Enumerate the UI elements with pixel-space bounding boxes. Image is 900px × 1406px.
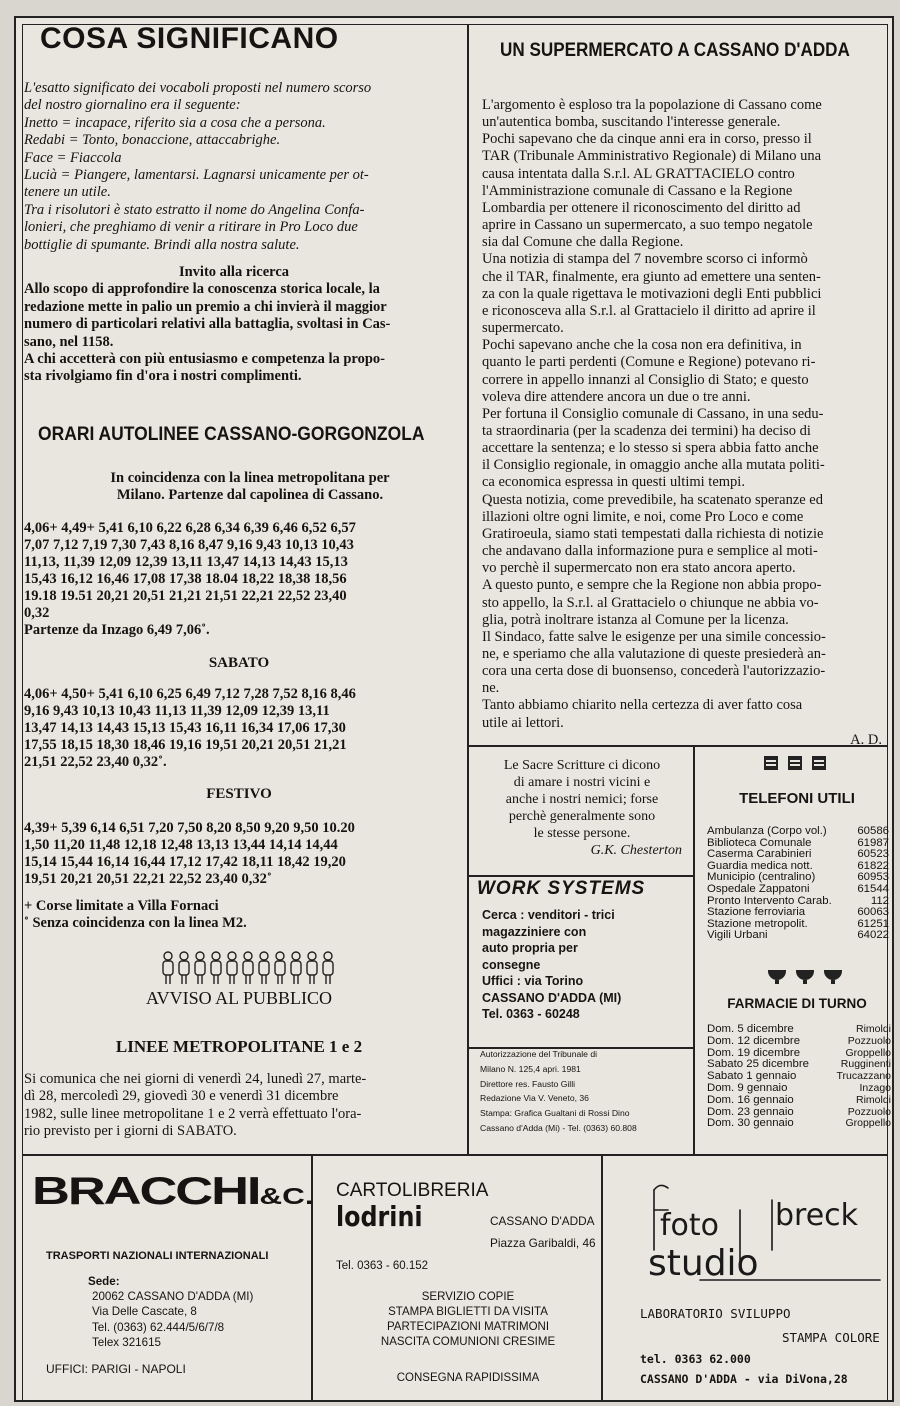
text-line: ta straordinaria (per la scadenza dei termini) ha deciso di [482, 422, 811, 439]
text-line: Questa notizia, come prevedibile, ha scatenato speranze ed [482, 491, 823, 508]
address-line: Tel. (0363) 62.444/5/6/7/8 [92, 1320, 225, 1334]
timetable-row: 4,06+ 4,49+ 5,41 6,10 6,22 6,28 6,34 6,39 6,46 6,52 6,57 [24, 520, 356, 536]
orari-title: ORARI AUTOLINEE CASSANO-GORGONZOLA [38, 424, 425, 445]
farmacia-row [707, 1095, 891, 1107]
authorization-text [480, 1047, 690, 1136]
bracchi-address [88, 1274, 254, 1350]
text-line: sia dal Comune che dalla Regione. [482, 234, 684, 251]
work-systems-text [482, 907, 682, 1023]
telefono-name: Vigili Urbani [707, 929, 768, 942]
telefono-number: 60953 [857, 871, 889, 884]
address-line: Telex 321615 [92, 1335, 161, 1349]
telefono-name: Stazione ferroviaria [707, 906, 806, 919]
text-line: sto appello, la S.r.l. al Grattacielo o chiunque ne abbia vo- [482, 594, 819, 611]
text-line: che andavano dalla informazione pura e semplice al moti- [482, 543, 818, 560]
bracchi-co: &C. [259, 1183, 314, 1210]
farmacia-date: Dom. 23 gennaio [707, 1105, 794, 1118]
text-line: numero di particolari relativi alla battaglia, svoltasi in Cas- [24, 316, 391, 333]
farmacia-date: Dom. 16 gennaio [707, 1093, 794, 1106]
telefono-name: Biblioteca Comunale [707, 836, 812, 849]
text-line: e riconosceva alla S.r.l. al Grattacielo il diritto ad aprire il [482, 302, 816, 319]
timetable-row: 13,47 14,13 14,43 15,13 15,43 16,11 16,34 17,06 17,30 [24, 719, 346, 736]
mortar-icon [824, 970, 842, 980]
bracchi-logo [32, 1168, 314, 1213]
text-line: A questo punto, e sempre che la Regione non abbia propo- [482, 577, 822, 594]
farmacia-row [707, 1036, 891, 1048]
text-line: Stampa: Grafica Gualtani di Rossi Dino [480, 1108, 630, 1119]
cosa-significano-title: COSA SIGNIFICANO [40, 22, 339, 55]
text-line: glia, potrà inoltrare istanza al Comune per la licenza. [482, 611, 789, 628]
farmacie-title: FARMACIE DI TURNO [727, 996, 867, 1011]
service-line: NASCITA COMUNIONI CRESIME [380, 1336, 556, 1348]
farmacia-name: Rimoldi [855, 1023, 891, 1035]
cartolibreria-address [490, 1210, 596, 1254]
timetable-row: 17,55 18,15 18,30 18,46 19,16 19,51 20,21 20,51 21,21 [24, 736, 347, 753]
text-line: Tel. 0363 - 60248 [482, 1007, 580, 1021]
farmacia-date: Dom. 12 dicembre [707, 1034, 801, 1047]
text-line: Le Sacre Scritture ci dicono [503, 758, 661, 773]
chesterton-quote [482, 757, 682, 859]
text-line: Una notizia di stampa del 7 novembre scorso ci informò [482, 251, 808, 268]
quote-author: G.K. Chesterton [590, 843, 682, 858]
timetable-row: 1,50 11,20 11,48 12,18 12,48 13,13 13,44 14,14 14,44 [24, 836, 338, 853]
legend-line: + Corse limitate a Villa Fornaci [24, 898, 219, 914]
phone-icon [788, 756, 802, 770]
festivo-title: FESTIVO [206, 786, 272, 802]
telefono-number: 61251 [857, 917, 889, 930]
cartolibreria-city: CASSANO D'ADDA [490, 1214, 595, 1228]
phone-icon [812, 756, 826, 770]
cartolibreria-street: Piazza Garibaldi, 46 [490, 1236, 596, 1250]
avviso-title: AVVISO AL PUBBLICO [145, 988, 333, 1008]
text-line: sano, nel 1158. [24, 333, 114, 350]
timetable-row: 0,32 [24, 604, 50, 621]
festivo-times [24, 820, 454, 888]
text-line: TAR (Tribunale Amministrativo Regionale) di Milano una [482, 148, 822, 165]
text-line: vo perchè il supermercato non era stato ancora aperto. [482, 560, 796, 577]
text-line: Allo scopo di approfondire la conoscenza storica locale, la [24, 281, 380, 298]
text-line: magazziniere con [482, 924, 587, 939]
text-line: In coincidenza con la linea metropolitana per [110, 470, 390, 486]
legend-line: ˚ Senza coincidenza con la linea M2. [24, 915, 247, 931]
telefono-row [707, 826, 889, 838]
timetable-row: 21,51 22,52 23,40 0,32˚. [24, 753, 167, 770]
farmacia-name: Rugginenti [840, 1058, 891, 1071]
text-line: di amare i nostri vicini e [513, 775, 651, 790]
text-line: 1982, sulle linee metropolitane 1 e 2 verrà effettuato l'ora- [24, 1105, 362, 1122]
text-line: Pochi sapevano anche che la cosa non era definitiva, in [482, 337, 802, 354]
text-line: anche i nostri nemici; forse [505, 792, 659, 807]
lodrini-logo: lodrini [336, 1200, 423, 1233]
supermercato-text [482, 97, 886, 749]
feriale-times [24, 520, 454, 621]
telefono-number: 112 [870, 894, 889, 907]
telefono-number: 60586 [857, 825, 889, 837]
work-systems-title: WORK SYSTEMS [477, 878, 646, 899]
foto-tel: tel. 0363 62.000 [640, 1352, 751, 1366]
farmacie-icons [768, 970, 842, 980]
telefono-name: Caserma Carabinieri [707, 848, 812, 861]
service-line: SERVIZIO COPIE [421, 1291, 515, 1303]
supermercato-signature: A. D. [850, 731, 882, 748]
foto-studio-logo [640, 1180, 890, 1290]
text-line: perchè generalmente sono [508, 809, 656, 824]
bracchi-sede: Sede: [88, 1275, 120, 1288]
text-line: che il TAR, finalmente, era giunto ad emettere una senten- [482, 268, 821, 285]
timetable-row: 19.18 19.51 20,21 20,51 21,21 21,51 22,21 22,52 23,40 [24, 587, 347, 604]
farmacia-name: Pozzuolo [847, 1105, 891, 1118]
telefoni-list [707, 826, 889, 942]
text-line: Gratiroeula, siamo stati tempestati dalla richiesta di notizie [482, 525, 824, 542]
text-line: accettare la sentenza; e lo stesso si spera abbia fatto anche [482, 440, 819, 457]
timetable-row: 4,39+ 5,39 6,14 6,51 7,20 7,50 8,20 8,50 9,20 9,50 10.20 [24, 820, 355, 836]
cartolibreria-services [336, 1290, 600, 1350]
bracchi-subtitle: TRASPORTI NAZIONALI INTERNAZIONALI [46, 1250, 269, 1262]
telefono-row [707, 930, 889, 942]
text-line: auto propria per [482, 941, 578, 955]
text-line: correre in appello innanzi al Consiglio di Stato; e questo [482, 371, 809, 388]
text-line: Lombardia per ottenere il riconoscimento del diritto ad [482, 199, 801, 216]
timetable-row: 4,06+ 4,50+ 5,41 6,10 6,25 6,49 7,12 7,28 7,52 8,16 8,46 [24, 686, 356, 702]
text-line: Pochi sapevano che da cinque anni era in corso, presso il [482, 131, 812, 148]
farmacia-date: Sabato 25 dicembre [707, 1058, 809, 1071]
address-line: Via Delle Cascate, 8 [92, 1305, 197, 1319]
timetable-row: 7,07 7,12 7,19 7,30 7,43 8,16 8,47 9,16 9,43 10,13 10,43 [24, 536, 354, 553]
telefono-number: 64022 [857, 929, 889, 942]
text-line: A chi accetterà con più entusiasmo e competenza la propo- [24, 351, 385, 368]
telefoni-icons [764, 756, 826, 770]
farmacia-name: Pozzuolo [847, 1034, 891, 1047]
text-line: cora una certa dose di buonsenso, concederà l'autorizzazio- [482, 663, 826, 680]
telefono-row [707, 884, 889, 896]
farmacia-name: Rimoldi [855, 1093, 891, 1106]
cartolibreria-title: CARTOLIBRERIA [336, 1180, 489, 1201]
text-line: dì 28, mercoledì 29, giovedì 30 e venerdì 31 dicembre [24, 1088, 339, 1105]
telefono-number: 60523 [857, 848, 889, 861]
text-line: L'argomento è esploso tra la popolazione di Cassano come [482, 97, 822, 113]
text-line: le stesse persone. [533, 826, 631, 841]
mortar-icon [768, 970, 786, 980]
telefono-name: Ospedale Zappatoni [707, 882, 810, 895]
foto-address: CASSANO D'ADDA - via DiVona,28 [640, 1372, 848, 1386]
foto-word: foto [660, 1208, 720, 1243]
text-line: ne. [482, 680, 500, 697]
mortar-icon [796, 970, 814, 980]
crowd-icon [160, 950, 340, 986]
orari-subtitle [60, 470, 440, 504]
text-line: ne, e speriamo che alla valutazione di queste presiederà an- [482, 646, 826, 662]
phone-icon [764, 756, 778, 770]
text-line: Tanto abbiamo chiarito nella certezza di aver fatto cosa [482, 697, 803, 714]
linee-metropolitane-title: LINEE METROPOLITANE 1 e 2 [115, 1037, 363, 1056]
address-line: 20062 CASSANO D'ADDA (MI) [92, 1290, 254, 1304]
telefono-number: 61987 [857, 836, 889, 849]
telefono-number: 61822 [857, 859, 889, 872]
farmacia-date: Dom. 30 gennaio [707, 1117, 794, 1130]
farmacia-date: Sabato 1 gennaio [707, 1070, 797, 1083]
telefono-name: Guardia medica nott. [707, 859, 813, 872]
text-line: sta rivolgiamo fin d'ora i nostri complimenti. [24, 368, 302, 385]
text-line: CASSANO D'ADDA (MI) [482, 990, 622, 1005]
timetable-row: 15,14 15,44 16,14 16,44 17,12 17,42 18,11 18,42 19,20 [24, 853, 346, 870]
text-line: Redabi = Tonto, bonaccione, attaccabrighe. [24, 132, 281, 149]
farmacia-row [707, 1083, 891, 1095]
invito-section [24, 264, 444, 386]
supermercato-title: UN SUPERMERCATO A CASSANO D'ADDA [500, 40, 850, 61]
farmacia-name: Groppello [845, 1117, 891, 1130]
farmacia-name: Inzago [859, 1081, 891, 1094]
text-line: Cerca : venditori - trici [482, 908, 615, 922]
telefono-name: Stazione metropolit. [707, 917, 808, 930]
cosa-significano-text [24, 80, 444, 254]
text-line: za con la quale rigettava le motivazioni degli Enti pubblici [482, 285, 822, 302]
text-line: illazioni oltre ogni limite, e noi, come Pro Loco e come [482, 508, 804, 525]
farmacia-name: Groppello [845, 1046, 891, 1059]
text-line: Lucià = Piangere, lamentarsi. Lagnarsi unicamente per ot- [24, 167, 369, 184]
inzago-note: Partenze da Inzago 6,49 7,06˚. [24, 622, 210, 638]
text-line: lonieri, che preghiamo di venir a ritirare in Pro Loco due [24, 219, 358, 236]
text-line: del nostro giornalino era il seguente: [24, 97, 241, 114]
text-line: Uffici : via Torino [482, 974, 584, 988]
farmacie-list [707, 1024, 891, 1130]
legend [24, 898, 247, 932]
text-line: Milano. Partenze dal capolinea di Cassano. [116, 487, 384, 503]
foto-stampa: STAMPA COLORE [782, 1330, 880, 1345]
timetable-row: 15,43 16,12 16,46 17,08 17,38 18.04 18,22 18,38 18,56 [24, 570, 347, 587]
telefoni-title: TELEFONI UTILI [739, 790, 855, 807]
text-line: utile ai lettori. [482, 714, 564, 731]
text-line: voleva dire attendere ancora un due o tre anni. [482, 388, 751, 405]
text-line: ca economica espressa in questi ultimi tempi. [482, 474, 745, 491]
text-line: Milano N. 125,4 apri. 1981 [480, 1063, 581, 1074]
farmacia-date: Dom. 19 dicembre [707, 1046, 801, 1059]
invito-title: Invito alla ricerca [178, 264, 290, 280]
text-line: Redazione Via V. Veneto, 36 [480, 1093, 589, 1104]
service-line: PARTECIPAZIONI MATRIMONI [386, 1321, 550, 1333]
timetable-row: 11,13, 11,39 12,09 12,39 13,11 13,47 14,13 14,43 15,13 [24, 553, 348, 570]
foto-laboratorio: LABORATORIO SVILUPPO [640, 1306, 791, 1321]
text-line: Inetto = incapace, riferito sia a cosa che a persona. [24, 114, 326, 131]
telefono-row [707, 907, 889, 919]
text-line: il Consiglio regionale, in omaggio anche alla mutata politi- [482, 457, 825, 474]
text-line: Cassano d'Adda (Mi) - Tel. (0363) 60.808 [480, 1122, 637, 1133]
invito-text [24, 281, 444, 385]
text-line: Si comunica che nei giorni di venerdì 24, lunedì 27, marte- [24, 1071, 367, 1087]
timetable-row: 19,51 20,21 20,51 22,21 22,52 23,40 0,32˚ [24, 870, 272, 887]
farmacia-date: Dom. 9 gennaio [707, 1081, 788, 1094]
farmacia-date: Dom. 5 dicembre [707, 1023, 794, 1035]
telefono-name: Ambulanza (Corpo vol.) [707, 825, 827, 837]
text-line: Autorizzazione del Tribunale di [480, 1049, 598, 1059]
telefono-number: 61544 [857, 882, 889, 895]
text-line: aprire in Cassano un supermercato, a suo tempo negatole [482, 217, 813, 234]
studio-word: studio [648, 1243, 759, 1284]
text-line: Tra i risolutori è stato estratto il nome do Angelina Confa- [24, 201, 365, 218]
timetable-row: 9,16 9,43 10,13 10,43 11,13 11,39 12,09 12,39 13,11 [24, 702, 330, 719]
text-line: l'Amministrazione comunale di Cassano e la Regione [482, 182, 793, 199]
text-line: supermercato. [482, 320, 564, 337]
bracchi-name: BRACCHI [32, 1168, 260, 1213]
bracchi-offices: UFFICI: PARIGI - NAPOLI [46, 1362, 186, 1376]
text-line: redazione mette in palio un premio a chi invierà il maggior [24, 298, 387, 315]
text-line: Face = Fiaccola [24, 149, 122, 166]
text-line: bottiglie di spumante. Brindi alla nostra salute. [24, 236, 300, 253]
breck-word: breck [775, 1198, 859, 1233]
telefono-number: 60063 [857, 906, 889, 919]
sabato-title: SABATO [208, 655, 270, 671]
text-line: tenere un utile. [24, 184, 111, 201]
text-line: L'esatto significato dei vocaboli proposti nel numero scorso [24, 80, 372, 96]
text-line: consegne [482, 957, 541, 972]
farmacia-name: Trucazzano [836, 1070, 891, 1083]
text-line: Il Sindaco, fatte salve le esigenze per una simile concessio- [482, 628, 826, 645]
comunica-text [24, 1071, 456, 1141]
farmacia-row [707, 1118, 891, 1130]
cartolibreria-delivery: CONSEGNA RAPIDISSIMA [396, 1372, 540, 1384]
service-line: STAMPA BIGLIETTI DA VISITA [388, 1306, 548, 1318]
telefono-name: Municipio (centralino) [707, 871, 816, 884]
text-line: causa intentata dalla S.r.l. AL GRATTACIELO contro [482, 165, 795, 182]
cartolibreria-tel: Tel. 0363 - 60.152 [336, 1260, 429, 1272]
text-line: Per fortuna il Consiglio comunale di Cassano, in una sedu- [482, 405, 824, 422]
text-line: quanto le parti perdenti (Comune e Regione) potevano ri- [482, 354, 816, 371]
text-line: rio previsto per i giorni di SABATO. [24, 1123, 237, 1140]
text-line: Direttore res. Fausto Gilli [480, 1078, 576, 1089]
sabato-times [24, 686, 454, 771]
telefono-name: Pronto Intervento Carab. [707, 894, 832, 907]
text-line: un'autentica bomba, suscitando l'interesse generale. [482, 114, 781, 131]
